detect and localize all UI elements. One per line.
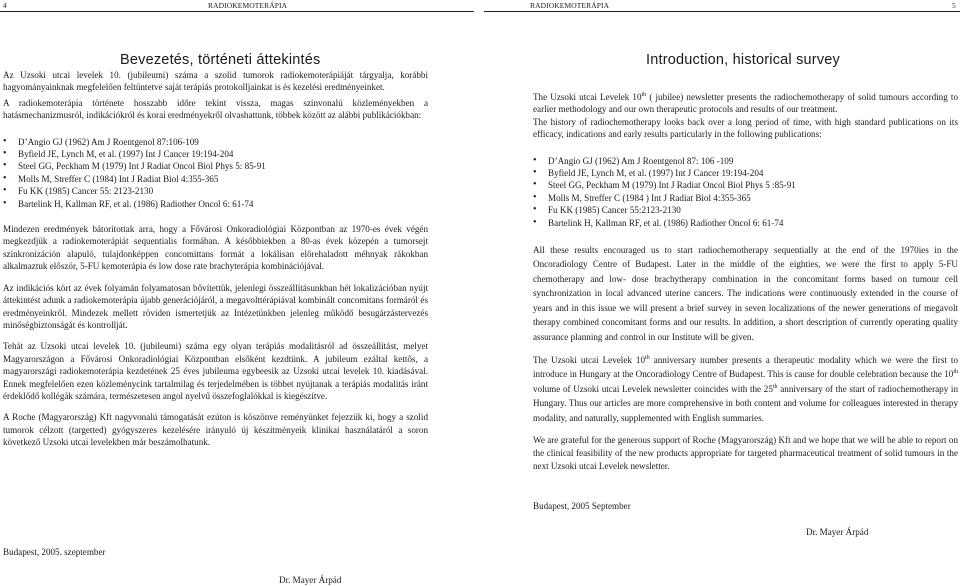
paragraph: Tehát az Uzsoki utcai levelek 10. (jubileumi) száma egy olyan terápiás modalitásról ad összeállítást, melyet Magyarországon a Fővárosi Onkoradiológiai Központban elsőként kezdtünk. A jubileum ezáltal kettős, a magyarországi radiokemoterápia kezdetének 25 éves jubileuma egybeesik az Uzsoki utcai levelek 10. kiadásával. Ennek megfelelően ezen közleménycink tartalmilag és terjedelmében is többet nyújtanak a terápiás modalitás iránt érdeklődő kollégák számára, természetesen angol nyelvű összefoglalókkal is kiegészítve. [3, 341, 428, 401]
left-body [3, 69, 428, 458]
paragraph: The history of radiochemotherapy looks back over a long period of time, with high standard publications on its efficacy, indications and early results particularly in the following publications: [533, 116, 958, 140]
paragraph: The Uzsoki utcai Levelek 10th anniversary number presents a therapeutic modality which we were the first to introduce in Hungary at the Oncoradiology Centre of Budapest. This is cause for double celebration because the 10th volume of Uzsoki utcai Levelek newsletter coincides with the 25th anniversary of the start of radiochemotherapy in Hungary. Thus our articles are more comprehensive in both content and volume for colleagues interested in therapy modality, and naturally, supplemented with English summaries. [533, 354, 959, 423]
reference-item: • Byfield JE, Lynch M, et al. (1997) Int J Cancer 19:194-204 [3, 148, 428, 160]
paragraph: All these results encouraged us to start radiochemotherapy sequentially at the end of the 1970ies in the Oncoradiology Centre of Budapest. Later in the middle of the eighties, we were the first to apply 5-FU chemotherapy and low- dose brachytherapy combination in the concomitant forms based on tumour cell synchronization in local advanced uterine cancers. The indications were continuously extended in the course of years and in this issue we will present a brief survey in seven localizations of the newer generations of megavolt therapy combined concomitant forms and our results. In addition, a short description of currently operating quality assurance planning and control in our Institute will be given. [533, 245, 958, 342]
paragraph: A radiokemoterápia története hosszabb időre tekint vissza, magas színvonalú közleményekben a hatásmechanizmusról, indikációkról és korai eredményekről olvashattunk, többek között az alábbi publikációkban: [3, 97, 428, 121]
reference-item: • Steel GG, Peckham M (1979) Int J Radiat Oncol Biol Phys 5 :85-91 [533, 179, 958, 191]
running-header: RADIOKEMOTERÁPIA [530, 1, 610, 10]
paragraph: The Uzsoki utcai Levelek 10th ( jubilee) newsletter presents the radiochemotherapy of solid tumours according to earlier methodology and our own therapeutic protocols and results of our treatment. [533, 91, 958, 115]
reference-list [533, 155, 958, 229]
running-header: RADIOKEMOTERÁPIA [208, 1, 288, 10]
signature: Dr. Mayer Árpád [806, 527, 869, 537]
reference-item: • Bartelink H, Kallman RF, et al. (1986) Radiother Oncol 6: 61-74 [533, 217, 958, 229]
right-body [533, 91, 958, 482]
reference-item: • Molls M, Streffer C (1984 ) Int J Radiat Biol 4:355-365 [533, 192, 958, 204]
paragraph: We are grateful for the generous support of Roche (Magyarország) Kft and we hope that we will be able to report on the clinical feasibility of the new products appropriate for targeted pharmaceutical treatment of solid tumours in the next Uzsoki utcai Levelek newsletter. [533, 434, 958, 471]
page-title: Introduction, historical survey [646, 52, 840, 68]
reference-item: • D’Angio GJ (1962) Am J Roentgenol 87: 106 -109 [533, 155, 958, 167]
page-number: 5 [952, 1, 956, 10]
header-rule [484, 11, 960, 12]
reference-list [3, 136, 428, 210]
reference-item: • Bartelink H, Kallman RF, et al. (1986) Radiother Oncol 6: 61-74 [3, 198, 428, 210]
date: Budapest, 2005. szeptember [3, 547, 106, 557]
reference-item: • Steel GG, Peckham M (1979) Int J Radiat Oncol Biol Phys 5: 85-91 [3, 160, 428, 172]
reference-item: • Molls M, Streffer C (1984) Int J Radiat Biol 4:355-365 [3, 173, 428, 185]
paragraph: Mindezen eredmények bátorítottak arra, hogy a Fővárosi Onkoradiológiai Központban az 1970-es évek végén megkezdjük a radiokemoterápiát sequentialis formában. A későbbiekben a 80-as évek közepén a tumorsejt szinkronizáción alapuló, tulajdonképpen concomittans formát a lokálisan előrehaladott méhnyak rákokban alkalmaztuk először, 5-FU kemoterápia és low dose rate brachyterápia kombinációjával. [3, 224, 428, 272]
paragraph: A Roche (Magyarország) Kft nagyvonalú támogatását ezúton is köszönve reményünket fejezzük ki, hogy a szolid tumorok célzott (targetted) gyógyszeres kezelésére irányuló új készítményeik klinikai használatáról a soron következő Uzsoki utcai levelekben már beszámolhatunk. [3, 412, 428, 448]
page-title: Bevezetés, történeti áttekintés [120, 52, 321, 68]
signature: Dr. Mayer Árpád [279, 575, 342, 585]
reference-item: • D’Angio GJ (1962) Am J Roentgenol 87:106-109 [3, 136, 428, 148]
paragraph: Az indikációs kört az évek folyamán folyamatosan bővítettük, jelenlegi összeállításunkban hét lokalizációban nyújt áttekintést adunk a radiokemoterápia újabb generációjáról, a megavolttérápiával kombinált concomitans formáról és eredményeinkről. Mindezek mellett röviden ismertetjük az Intézetünkben jelenleg működő besugárzástervezés minőségbiztonságát és kontrollját. [3, 282, 428, 330]
paragraph: Az Uzsoki utcai levelek 10. (jubileumi) száma a szolid tumorok radiokemoterápiáját tárgyalja, korábbi hagyományainknak megfelelően feltüntetve saját terápiás protokolljainkat is és kezelési eredményeinket. [3, 70, 428, 93]
page-number: 4 [3, 1, 7, 10]
reference-item: • Fu KK (1985) Cancer 55: 2123-2130 [3, 185, 428, 197]
header-rule [0, 11, 474, 12]
reference-item: • Byfield JE, Lynch M, et al. (1997) Int J Cancer 19:194-204 [533, 167, 958, 179]
right-page [480, 0, 960, 586]
reference-item: • Fu KK (1985) Cancer 55:2123-2130 [533, 204, 958, 216]
date: Budapest, 2005 September [533, 501, 631, 511]
